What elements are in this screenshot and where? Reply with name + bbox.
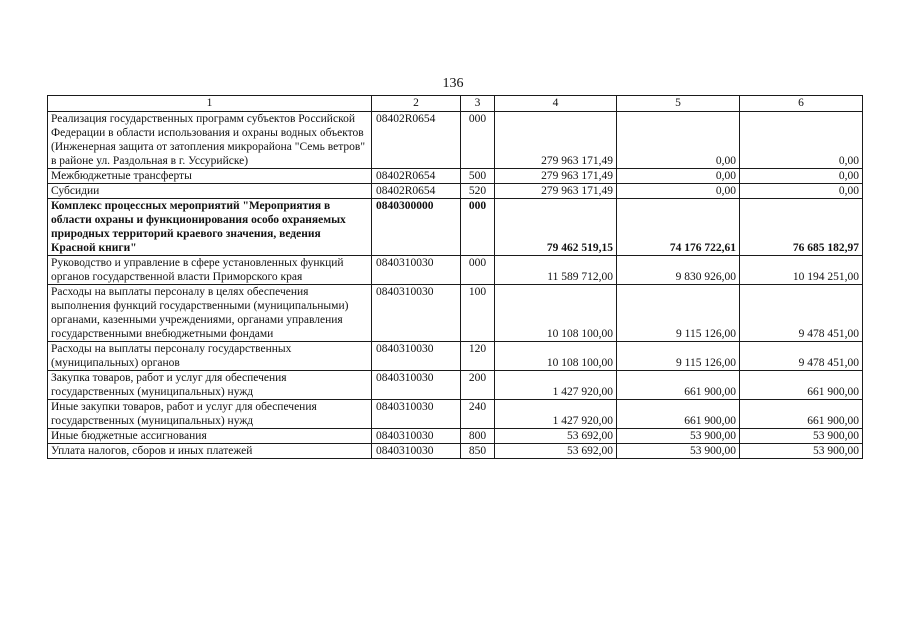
- table-row: [48, 342, 863, 371]
- row-code-cell: 0840310030: [372, 400, 461, 429]
- row-value-col4: 279 963 171,49: [495, 184, 617, 199]
- row-code-cell: 08402R0654: [372, 169, 461, 184]
- row-code-cell: 0840310030: [372, 444, 461, 459]
- row-kind-cell: 850: [461, 444, 495, 459]
- row-code-cell: 0840310030: [372, 342, 461, 371]
- row-kind-cell: 000: [461, 112, 495, 169]
- table-header-row: [48, 96, 863, 112]
- page-number: 136: [442, 76, 464, 91]
- column-header: 6: [740, 96, 863, 112]
- row-name-cell: Иные закупки товаров, работ и услуг для обеспечения государственных (муниципальных) нужд: [48, 400, 372, 429]
- row-kind-cell: 800: [461, 429, 495, 444]
- row-value-col6: 76 685 182,97: [740, 199, 863, 256]
- row-kind-cell: 000: [461, 199, 495, 256]
- row-kind-cell: 500: [461, 169, 495, 184]
- row-value-col4: 11 589 712,00: [495, 256, 617, 285]
- row-value-col5: 9 830 926,00: [617, 256, 740, 285]
- row-value-col5: 9 115 126,00: [617, 342, 740, 371]
- row-value-col6: 0,00: [740, 112, 863, 169]
- row-code-cell: 08402R0654: [372, 184, 461, 199]
- row-value-col6: 661 900,00: [740, 371, 863, 400]
- row-value-col6: 53 900,00: [740, 444, 863, 459]
- table-row: [48, 256, 863, 285]
- row-value-col5: 53 900,00: [617, 444, 740, 459]
- row-value-col6: 10 194 251,00: [740, 256, 863, 285]
- row-code-cell: 0840310030: [372, 256, 461, 285]
- row-value-col4: 279 963 171,49: [495, 169, 617, 184]
- row-kind-cell: 100: [461, 285, 495, 342]
- row-kind-cell: 120: [461, 342, 495, 371]
- table-row: [48, 199, 863, 256]
- row-value-col4: 1 427 920,00: [495, 371, 617, 400]
- row-value-col4: 53 692,00: [495, 444, 617, 459]
- row-code-cell: 0840310030: [372, 285, 461, 342]
- budget-table: [47, 95, 863, 459]
- row-value-col4: 279 963 171,49: [495, 112, 617, 169]
- row-code-cell: 0840310030: [372, 371, 461, 400]
- column-header: 4: [495, 96, 617, 112]
- row-value-col5: 0,00: [617, 169, 740, 184]
- row-value-col5: 661 900,00: [617, 371, 740, 400]
- row-kind-cell: 520: [461, 184, 495, 199]
- table-row: [48, 371, 863, 400]
- row-value-col5: 661 900,00: [617, 400, 740, 429]
- row-code-cell: 0840300000: [372, 199, 461, 256]
- row-value-col5: 0,00: [617, 184, 740, 199]
- row-name-cell: Уплата налогов, сборов и иных платежей: [48, 444, 372, 459]
- row-name-cell: Реализация государственных программ субъектов Российской Федерации в области использования и охраны водных объектов (Инженерная защита от затопления микрорайона "Семь ветров" в районе ул. Раздольная в г. Уссурийске): [48, 112, 372, 169]
- table-row: [48, 184, 863, 199]
- row-value-col4: 53 692,00: [495, 429, 617, 444]
- row-name-cell: Расходы на выплаты персоналу государственных (муниципальных) органов: [48, 342, 372, 371]
- row-code-cell: 0840310030: [372, 429, 461, 444]
- row-value-col4: 10 108 100,00: [495, 285, 617, 342]
- row-value-col4: 79 462 519,15: [495, 199, 617, 256]
- row-value-col5: 0,00: [617, 112, 740, 169]
- row-kind-cell: 000: [461, 256, 495, 285]
- row-value-col6: 0,00: [740, 184, 863, 199]
- table-row: [48, 444, 863, 459]
- row-value-col6: 53 900,00: [740, 429, 863, 444]
- row-name-cell: Расходы на выплаты персоналу в целях обеспечения выполнения функций государственными (муниципальными) органами, казенными учреждениями, органами управления государственными внебюджетными фондами: [48, 285, 372, 342]
- row-value-col6: 9 478 451,00: [740, 342, 863, 371]
- row-name-cell: Межбюджетные трансферты: [48, 169, 372, 184]
- table-row: [48, 112, 863, 169]
- table-row: [48, 400, 863, 429]
- column-header: 5: [617, 96, 740, 112]
- row-name-cell: Иные бюджетные ассигнования: [48, 429, 372, 444]
- row-name-cell: Комплекс процессных мероприятий "Мероприятия в области охраны и функционирования особо охраняемых природных территорий краевого значения, ведения Красной книги": [48, 199, 372, 256]
- row-kind-cell: 200: [461, 371, 495, 400]
- row-value-col6: 661 900,00: [740, 400, 863, 429]
- row-value-col6: 0,00: [740, 169, 863, 184]
- column-header: 1: [48, 96, 372, 112]
- row-value-col4: 1 427 920,00: [495, 400, 617, 429]
- table-row: [48, 285, 863, 342]
- row-value-col4: 10 108 100,00: [495, 342, 617, 371]
- row-kind-cell: 240: [461, 400, 495, 429]
- column-header: 3: [461, 96, 495, 112]
- row-value-col6: 9 478 451,00: [740, 285, 863, 342]
- row-value-col5: 53 900,00: [617, 429, 740, 444]
- row-name-cell: Закупка товаров, работ и услуг для обеспечения государственных (муниципальных) нужд: [48, 371, 372, 400]
- row-value-col5: 9 115 126,00: [617, 285, 740, 342]
- row-name-cell: Руководство и управление в сфере установленных функций органов государственной власти Приморского края: [48, 256, 372, 285]
- row-code-cell: 08402R0654: [372, 112, 461, 169]
- row-name-cell: Субсидии: [48, 184, 372, 199]
- table-row: [48, 429, 863, 444]
- table-row: [48, 169, 863, 184]
- row-value-col5: 74 176 722,61: [617, 199, 740, 256]
- column-header: 2: [372, 96, 461, 112]
